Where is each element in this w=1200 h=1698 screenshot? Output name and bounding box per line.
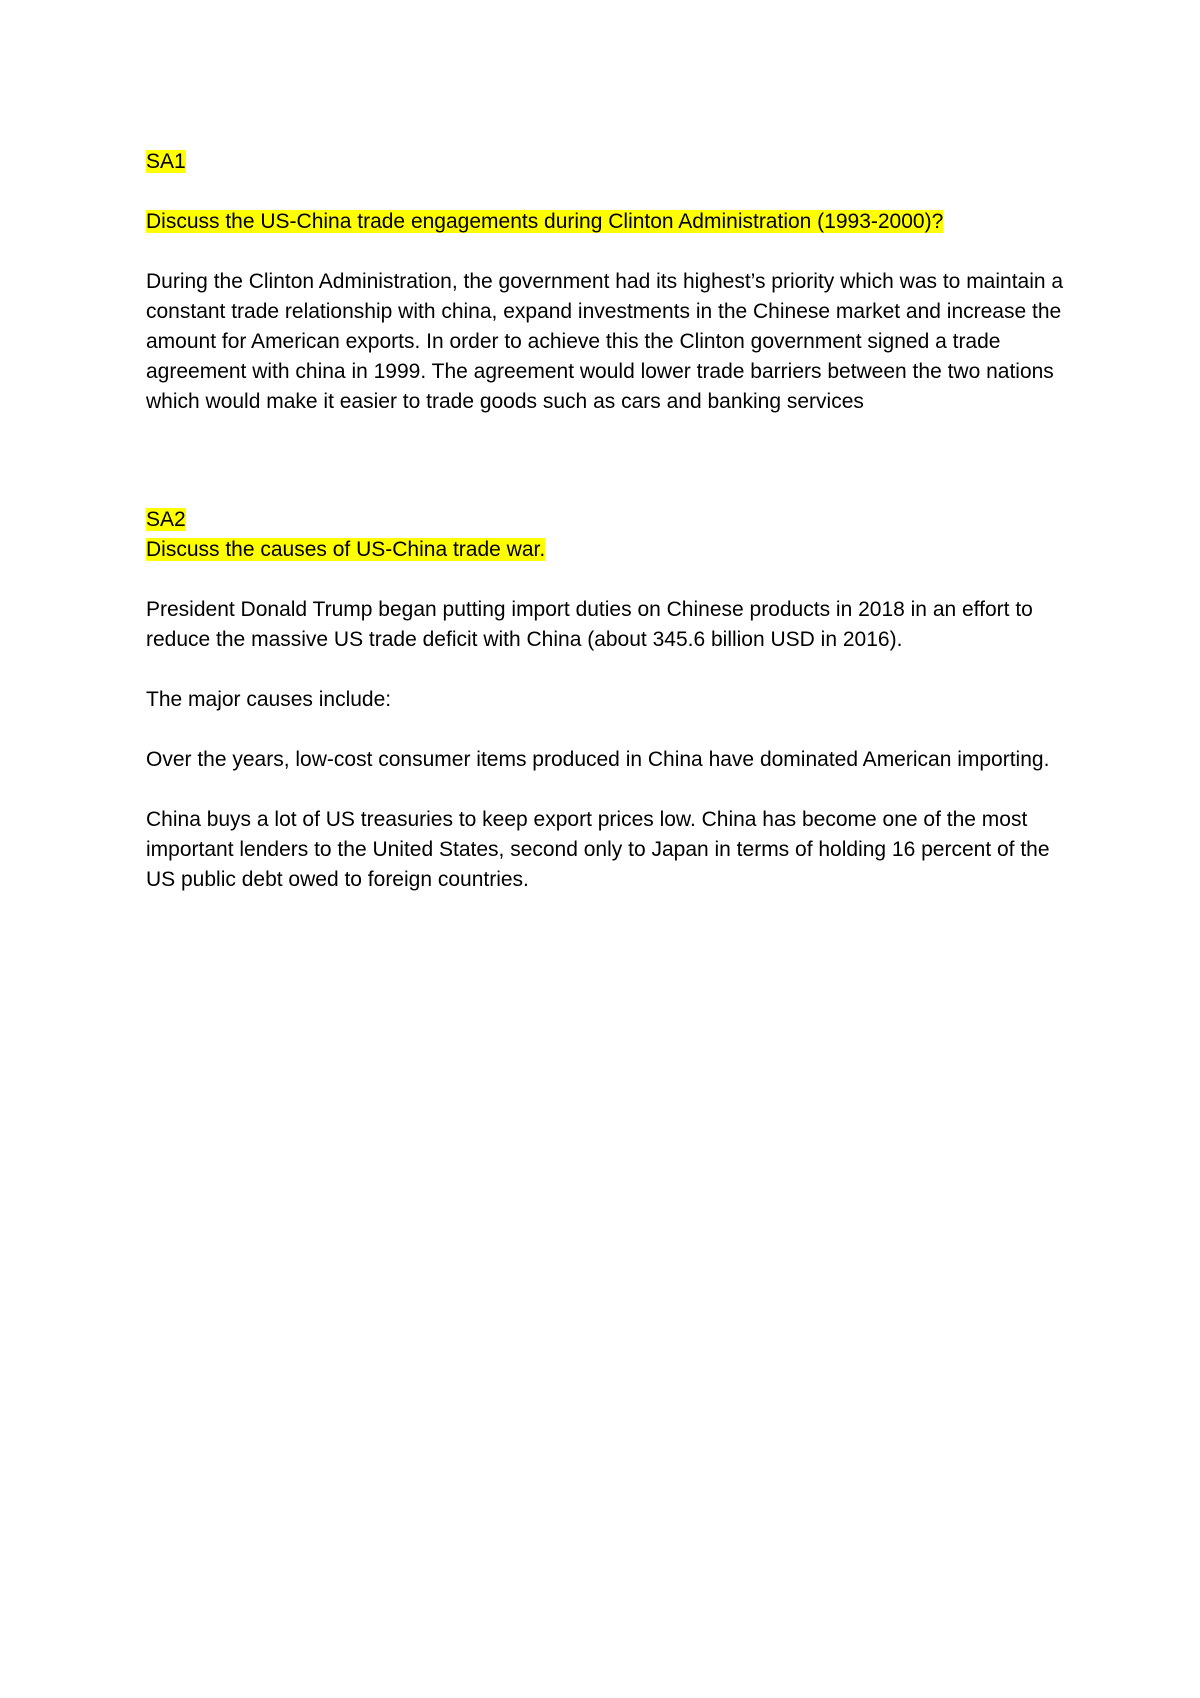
sa1-label (146, 147, 1076, 177)
sa1-question-text: Discuss the US-China trade engagements during Clinton Administration (1993-2000)? (146, 210, 944, 233)
sa2-label (146, 505, 1076, 535)
sa1-question (146, 207, 1076, 237)
sa2-intro: President Donald Trump began putting import duties on Chinese products in 2018 in an effort to reduce the massive US trade deficit with China (about 345.6 billion USD in 2016). (146, 598, 1033, 651)
sa2-cause-2: China buys a lot of US treasuries to keep export prices low. China has become one of the most important lenders to the United States, second only to Japan in terms of holding 16 percent of the US public debt owed to foreign countries. (146, 808, 1050, 891)
sa2-label-text: SA2 (146, 508, 186, 531)
sa1-label-text: SA1 (146, 150, 186, 173)
section-sa1 (146, 147, 1076, 417)
document-body (146, 147, 1076, 895)
section-sa2 (146, 505, 1076, 895)
sa2-question (146, 535, 1076, 565)
sa2-causes-heading: The major causes include: (146, 688, 392, 711)
sa1-answer: During the Clinton Administration, the government had its highest’s priority which was to maintain a constant trade relationship with china, expand investments in the Chinese market and increase the amount for American exports. In order to achieve this the Clinton government signed a trade agreement with china in 1999. The agreement would lower trade barriers between the two nations which would make it easier to trade goods such as cars and banking services (146, 270, 1064, 413)
sa2-cause-1: Over the years, low-cost consumer items produced in China have dominated American importing. (146, 748, 1050, 771)
sa2-question-text: Discuss the causes of US-China trade war. (146, 538, 546, 561)
